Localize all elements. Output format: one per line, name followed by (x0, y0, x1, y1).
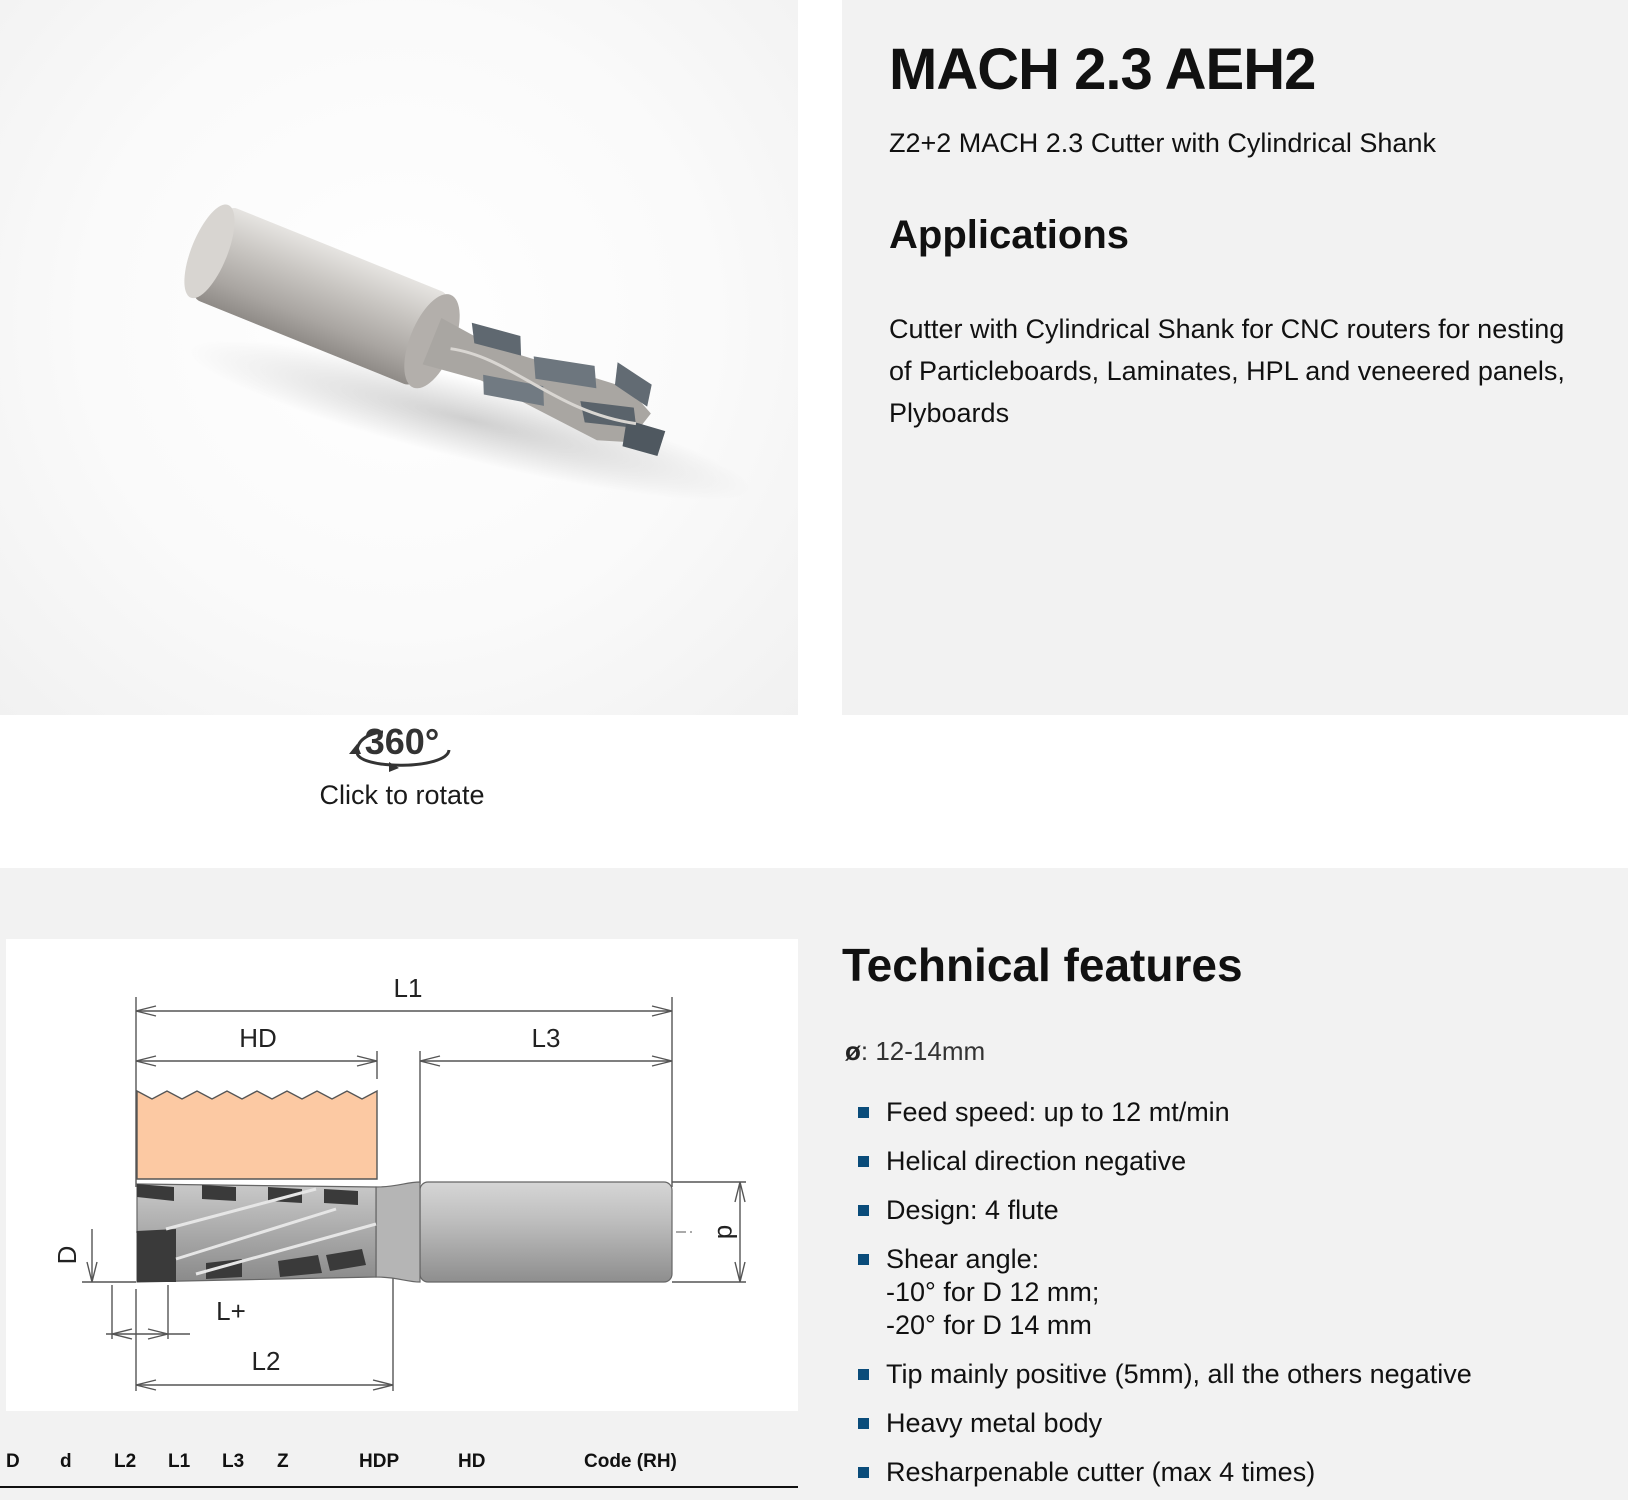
diameter-range (845, 1036, 985, 1067)
dim-label-l3: L3 (531, 1023, 561, 1053)
diameter-symbol: ø (845, 1036, 861, 1066)
col-header-hd: HD (458, 1451, 486, 1472)
dim-label-l1: L1 (393, 973, 423, 1003)
feature-item: Resharpenable cutter (max 4 times) (842, 1456, 1612, 1489)
feature-item: Feed speed: up to 12 mt/min (842, 1096, 1612, 1129)
dim-label-d-small: d (712, 1224, 742, 1240)
rotate-360-icon (337, 722, 467, 774)
workpiece-material-shape (137, 1091, 377, 1179)
applications-heading: Applications (889, 213, 1130, 257)
technical-section (0, 868, 1628, 1500)
dim-label-lplus: L+ (216, 1296, 246, 1326)
diameter-value: : 12-14mm (860, 1036, 986, 1066)
feature-item: Shear angle: -10° for D 12 mm; -20° for D 14 mm (842, 1243, 1612, 1342)
rotate-badge-text: 360° (364, 722, 440, 762)
feature-item: Heavy metal body (842, 1407, 1612, 1440)
dim-label-d-large: D (52, 1245, 82, 1265)
dim-label-hd: HD (239, 1023, 277, 1053)
col-header-d-large: D (6, 1451, 20, 1472)
product-subtitle: Z2+2 MACH 2.3 Cutter with Cylindrical Shank (889, 128, 1436, 158)
feature-item: Design: 4 flute (842, 1194, 1612, 1227)
rotate-360-control[interactable] (300, 722, 504, 811)
product-3d-viewer[interactable] (0, 0, 798, 715)
technical-features-heading: Technical features (842, 939, 1243, 991)
shank-shape (420, 1182, 672, 1282)
feature-item: Tip mainly positive (5mm), all the others negative (842, 1358, 1612, 1391)
technical-drawing (6, 939, 798, 1411)
col-header-l1: L1 (168, 1451, 191, 1472)
col-header-d-small: d (60, 1451, 72, 1472)
col-header-hdp: HDP (359, 1451, 400, 1472)
technical-features-panel (842, 868, 1628, 1500)
feature-item: Helical direction negative (842, 1145, 1612, 1178)
col-header-l2: L2 (114, 1451, 137, 1472)
product-title: MACH 2.3 AEH2 (889, 37, 1316, 102)
product-info-panel (842, 0, 1628, 715)
dim-label-l2: L2 (251, 1346, 281, 1376)
spec-table-header (0, 1441, 798, 1488)
feature-list (842, 1096, 1612, 1505)
applications-text: Cutter with Cylindrical Shank for CNC routers for nesting of Particleboards, Laminates, HPL and veneered panels, Plyboards (889, 314, 1565, 428)
col-header-z: Z (277, 1451, 289, 1472)
col-header-l3: L3 (222, 1451, 245, 1472)
col-header-code: Code (RH) (584, 1451, 677, 1472)
rotate-label: Click to rotate (319, 780, 485, 810)
cutter-render-image (0, 0, 798, 715)
